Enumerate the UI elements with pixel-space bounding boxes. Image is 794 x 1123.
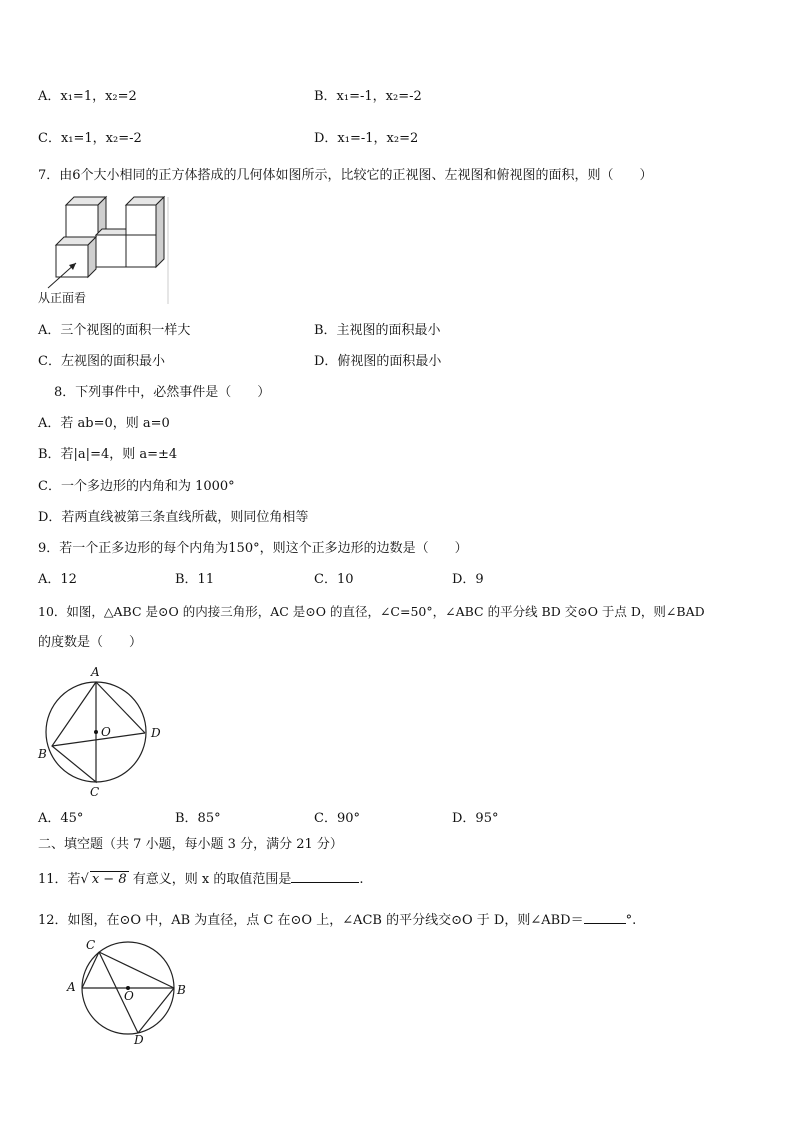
q8-stem: 8．下列事件中，必然事件是（ ）	[54, 385, 271, 400]
q10-circle-figure	[34, 662, 174, 798]
q6-option-c: C．x₁=1，x₂=-2	[38, 131, 142, 146]
q10-option-c: C．90°	[314, 811, 360, 826]
q9-option-d: D．9	[452, 572, 484, 587]
q7-figure-caption: 从正面看	[38, 291, 87, 305]
q11-suffix: 有意义，则 x 的取值范围是	[132, 872, 292, 887]
q11-line	[38, 870, 364, 888]
q11-prefix: 11．若	[38, 872, 81, 887]
q10-stem-line1: 10．如图，△ABC 是⊙O 的内接三角形，AC 是⊙O 的直径，∠C=50°，∠ABC 的平分线 BD 交⊙O 于点 D，则∠BAD	[38, 604, 705, 619]
q9-option-b: B．11	[175, 572, 215, 587]
q8-option-c: C．一个多边形的内角和为 1000°	[38, 479, 235, 494]
q10-option-d: D．95°	[452, 811, 499, 826]
q10-label-d: D	[151, 726, 161, 740]
q10-stem-line2: 的度数是（ ）	[38, 635, 143, 650]
q12-answer-blank[interactable]	[584, 911, 626, 924]
q12-label-o: O	[124, 989, 134, 1003]
q8-option-d: D．若两直线被第三条直线所截，则同位角相等	[38, 510, 309, 525]
q7-cube-figure	[36, 192, 172, 308]
q12-stem: 12．如图，在⊙O 中，AB 为直径，点 C 在⊙O 上，∠ACB 的平分线交⊙O 于 D，则∠ABD＝	[38, 913, 584, 928]
q10-label-c: C	[90, 785, 100, 798]
q11-end: .	[359, 872, 364, 887]
section-heading-fill-in: 二、填空题（共 7 小题，每小题 3 分，满分 21 分）	[38, 837, 343, 852]
q10-label-b: B	[38, 747, 47, 761]
q7-stem: 7．由6个大小相同的正方体搭成的几何体如图所示，比较它的正视图、左视图和俯视图的面积，则（ ）	[38, 168, 653, 183]
q11-answer-blank[interactable]	[291, 870, 359, 883]
q11-radicand: x − 8	[91, 872, 127, 887]
q12-circle-figure	[62, 936, 194, 1048]
q7-option-a: A．三个视图的面积一样大	[38, 323, 191, 338]
q10-label-a: A	[91, 665, 100, 679]
q10-label-o: O	[101, 725, 111, 739]
q9-option-c: C．10	[314, 572, 354, 587]
sqrt-radical-icon: √	[80, 872, 89, 887]
q7-option-c: C．左视图的面积最小	[38, 354, 165, 369]
q10-option-b: B．85°	[175, 811, 221, 826]
q12-end: °.	[625, 913, 637, 928]
q9-stem: 9．若一个正多边形的每个内角为150°，则这个正多边形的边数是（ ）	[38, 541, 468, 556]
q10-option-a: A．45°	[38, 811, 84, 826]
q7-option-d: D．俯视图的面积最小	[314, 354, 442, 369]
q8-option-a: A．若 ab=0，则 a=0	[38, 416, 170, 431]
q12-label-c: C	[86, 938, 96, 952]
q9-option-a: A．12	[38, 572, 77, 587]
q6-option-d: D．x₁=-1，x₂=2	[314, 131, 419, 146]
q6-option-a: A．x₁=1，x₂=2	[38, 89, 137, 104]
q8-option-b: B．若|a|=4，则 a=±4	[38, 447, 178, 462]
q7-option-b: B．主视图的面积最小	[314, 323, 441, 338]
q6-option-b: B．x₁=-1，x₂=-2	[314, 89, 422, 104]
q12-label-b: B	[177, 983, 186, 997]
q12-label-a: A	[67, 980, 76, 994]
q12-label-d: D	[134, 1033, 144, 1047]
q12-line	[38, 911, 636, 929]
